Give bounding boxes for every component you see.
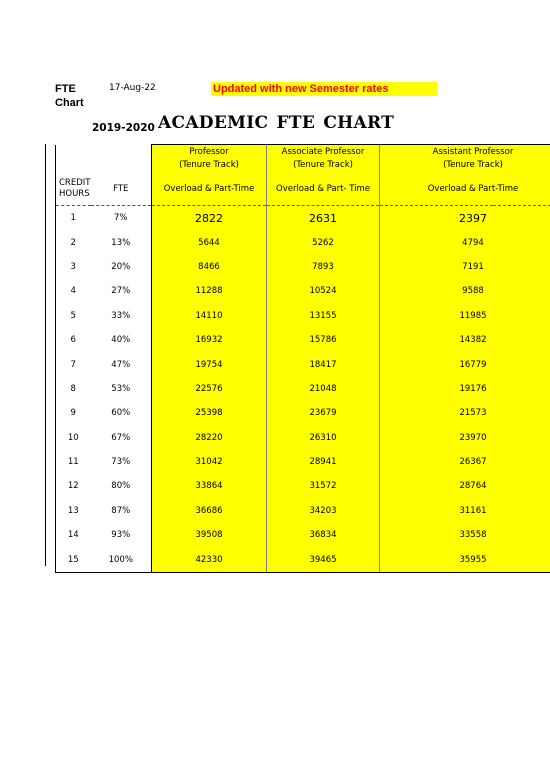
- rank-header-professor: [152, 145, 267, 174]
- assistant-rate-cell: 16779: [380, 352, 550, 376]
- rank-header-assistant: [380, 145, 550, 174]
- associate-rate-cell: 2631: [267, 206, 380, 231]
- table-row: [56, 523, 550, 547]
- assistant-rate-cell: 11985: [380, 304, 550, 328]
- professor-rate-cell: 25398: [152, 401, 267, 425]
- credit-hours-cell: 1: [56, 206, 91, 231]
- rank-track: (Tenure Track): [179, 160, 239, 170]
- assistant-rate-cell: 9588: [380, 279, 550, 303]
- professor-rate-cell: 19754: [152, 352, 267, 376]
- professor-rate-cell: 31042: [152, 450, 267, 474]
- professor-rate-cell: 8466: [152, 255, 267, 279]
- fte-cell: 60%: [111, 408, 131, 419]
- professor-rate-cell: 33864: [152, 474, 267, 498]
- associate-rate-cell: 34203: [267, 499, 380, 523]
- assistant-rate-cell: 2397: [380, 206, 550, 231]
- professor-rate-cell: 36686: [152, 499, 267, 523]
- type-header-professor: Overload & Part-Time: [152, 173, 267, 206]
- fte-cell: 53%: [111, 383, 131, 394]
- professor-rate-cell: 16932: [152, 328, 267, 352]
- professor-rate-cell: 28220: [152, 426, 267, 450]
- credit-hours-cell: 14: [56, 523, 91, 547]
- table-row: [56, 401, 550, 425]
- associate-rate-cell: 7893: [267, 255, 380, 279]
- fte-cell: 93%: [111, 530, 131, 541]
- professor-rate-cell: 39508: [152, 523, 267, 547]
- table-row: [56, 426, 550, 450]
- header-blank: [56, 145, 91, 174]
- assistant-rate-cell: 19176: [380, 377, 550, 401]
- fte-header: FTE: [91, 173, 152, 206]
- assistant-rate-cell: 14382: [380, 328, 550, 352]
- fte-cell: 73%: [111, 457, 131, 468]
- fte-cell: 80%: [111, 481, 131, 492]
- table-row: [56, 255, 550, 279]
- page-title: ACADEMIC FTE CHART: [158, 113, 395, 133]
- header-row-ranks: [56, 145, 550, 174]
- credit-hours-cell: 3: [56, 255, 91, 279]
- associate-rate-cell: 31572: [267, 474, 380, 498]
- credit-hours-cell: 5: [56, 304, 91, 328]
- rank-name: Professor: [189, 147, 229, 157]
- rank-track: (Tenure Track): [443, 160, 503, 170]
- fte-cell: 7%: [114, 213, 128, 224]
- fte-cell: 100%: [91, 547, 152, 572]
- assistant-rate-cell: 31161: [380, 499, 550, 523]
- updated-note: Updated with new Semester rates: [211, 82, 437, 96]
- credit-hours-cell: 9: [56, 401, 91, 425]
- credit-hours-cell: 10: [56, 426, 91, 450]
- academic-year: 2019-2020: [92, 122, 155, 134]
- assistant-rate-cell: 7191: [380, 255, 550, 279]
- table-row: [56, 304, 550, 328]
- associate-rate-cell: 18417: [267, 352, 380, 376]
- professor-rate-cell: 14110: [152, 304, 267, 328]
- assistant-rate-cell: 21573: [380, 401, 550, 425]
- credit-hours-cell: 15: [56, 547, 91, 572]
- credit-hours-cell: 4: [56, 279, 91, 303]
- assistant-rate-cell: 35955: [380, 547, 550, 572]
- table-row: [56, 547, 550, 572]
- associate-rate-cell: 28941: [267, 450, 380, 474]
- table-row: [56, 450, 550, 474]
- professor-rate-cell: 42330: [152, 547, 267, 572]
- credit-hours-cell: 13: [56, 499, 91, 523]
- assistant-rate-cell: 4794: [380, 230, 550, 254]
- header-blank: [91, 145, 152, 174]
- fte-cell: 33%: [111, 310, 131, 321]
- table-row: [56, 206, 550, 231]
- table-row: [56, 377, 550, 401]
- credit-hours-cell: 12: [56, 474, 91, 498]
- header-row-columns: [56, 173, 550, 206]
- professor-rate-cell: 22576: [152, 377, 267, 401]
- fte-chart-table-wrap: [45, 144, 550, 566]
- table-row: [56, 279, 550, 303]
- fte-cell: 27%: [111, 286, 131, 297]
- credit-hours-cell: 8: [56, 377, 91, 401]
- fte-cell: 87%: [111, 505, 131, 516]
- professor-rate-cell: 5644: [152, 230, 267, 254]
- associate-rate-cell: 23679: [267, 401, 380, 425]
- table-row: [56, 474, 550, 498]
- credit-hours-cell: 11: [56, 450, 91, 474]
- table-row: [56, 352, 550, 376]
- left-border-rule: [45, 144, 46, 566]
- fte-chart-table: [55, 144, 550, 573]
- associate-rate-cell: 10524: [267, 279, 380, 303]
- table-row: [56, 230, 550, 254]
- assistant-rate-cell: 26367: [380, 450, 550, 474]
- assistant-rate-cell: 23970: [380, 426, 550, 450]
- associate-rate-cell: 13155: [267, 304, 380, 328]
- assistant-rate-cell: 33558: [380, 523, 550, 547]
- credit-hours-cell: 7: [56, 352, 91, 376]
- chart-label: Chart: [55, 97, 84, 109]
- professor-rate-cell: 2822: [152, 206, 267, 231]
- assistant-rate-cell: 28764: [380, 474, 550, 498]
- associate-rate-cell: 15786: [267, 328, 380, 352]
- fte-cell: 67%: [111, 432, 131, 443]
- rank-track: (Tenure Track): [293, 160, 353, 170]
- rank-name: Assistant Professor: [432, 147, 514, 157]
- fte-label: FTE: [55, 83, 76, 95]
- associate-rate-cell: 21048: [267, 377, 380, 401]
- fte-cell: 13%: [111, 237, 131, 248]
- associate-rate-cell: 5262: [267, 230, 380, 254]
- professor-rate-cell: 11288: [152, 279, 267, 303]
- date-cell: 17-Aug-22: [109, 83, 156, 93]
- type-header-assistant: Overload & Part-Time: [380, 173, 550, 206]
- rank-name: Associate Professor: [281, 147, 365, 157]
- type-header-associate: Overload & Part- Time: [267, 173, 380, 206]
- associate-rate-cell: 39465: [267, 547, 380, 572]
- fte-cell: 20%: [111, 261, 131, 272]
- table-row: [56, 328, 550, 352]
- fte-cell: 47%: [111, 359, 131, 370]
- credit-hours-cell: 2: [56, 230, 91, 254]
- associate-rate-cell: 26310: [267, 426, 380, 450]
- associate-rate-cell: 36834: [267, 523, 380, 547]
- rank-header-associate: [267, 145, 380, 174]
- credit-hours-cell: 6: [56, 328, 91, 352]
- fte-cell: 40%: [111, 335, 131, 346]
- table-row: [56, 499, 550, 523]
- credit-hours-header: CREDIT HOURS: [56, 173, 91, 206]
